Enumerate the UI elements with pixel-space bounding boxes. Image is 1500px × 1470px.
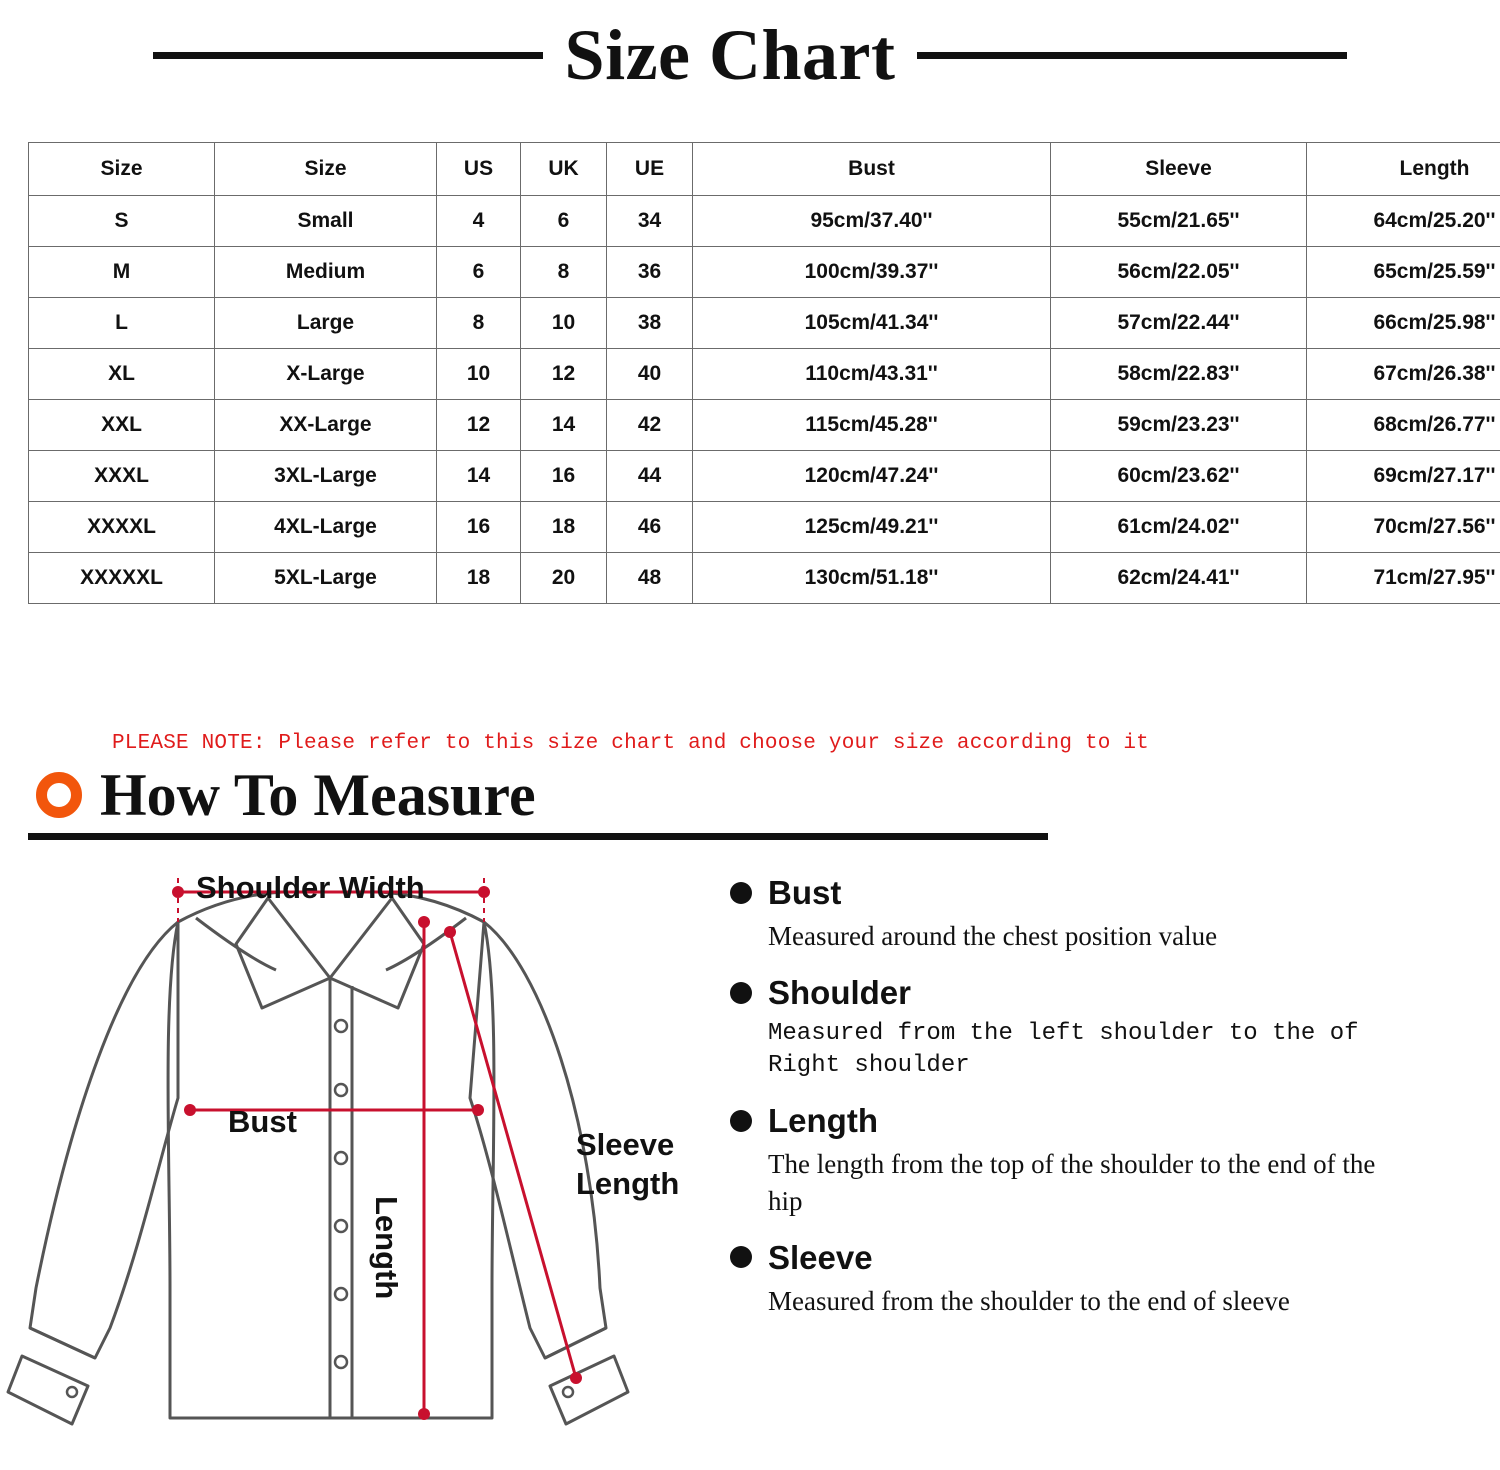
measure-section — [0, 858, 1500, 1458]
cell-size-code: XXL — [29, 400, 215, 451]
dot-bullet-icon — [730, 1246, 752, 1268]
cell-length: 64cm/25.20'' — [1307, 196, 1500, 247]
cell-ue: 46 — [607, 502, 693, 553]
column-header: Bust — [693, 143, 1051, 196]
cell-length: 68cm/26.77'' — [1307, 400, 1500, 451]
cell-ue: 34 — [607, 196, 693, 247]
dot-bullet-icon — [730, 1110, 752, 1132]
cell-sleeve: 59cm/23.23'' — [1051, 400, 1307, 451]
cell-uk: 12 — [521, 349, 607, 400]
cell-bust: 105cm/41.34'' — [693, 298, 1051, 349]
column-header: UE — [607, 143, 693, 196]
cell-us: 10 — [437, 349, 521, 400]
definition-term: Shoulder — [768, 974, 912, 1012]
column-header: Sleeve — [1051, 143, 1307, 196]
cell-uk: 14 — [521, 400, 607, 451]
sleeve-length-label-line1: Sleeve — [576, 1127, 675, 1162]
cell-sleeve: 60cm/23.62'' — [1051, 451, 1307, 502]
cell-bust: 115cm/45.28'' — [693, 400, 1051, 451]
cell-size-name: Medium — [215, 247, 437, 298]
cell-bust: 120cm/47.24'' — [693, 451, 1051, 502]
cell-length: 69cm/27.17'' — [1307, 451, 1500, 502]
cell-size-code: S — [29, 196, 215, 247]
title-rule-right — [917, 52, 1347, 59]
definition-length — [730, 1104, 1460, 1218]
cell-ue: 48 — [607, 553, 693, 604]
cell-size-name: X-Large — [215, 349, 437, 400]
cell-us: 18 — [437, 553, 521, 604]
column-header: Length — [1307, 143, 1500, 196]
title-rule-left — [153, 52, 543, 59]
measurement-definitions — [730, 858, 1500, 1458]
cell-us: 6 — [437, 247, 521, 298]
definition-text: Measured around the chest position value — [768, 921, 1218, 951]
definition-bust — [730, 876, 1460, 954]
cell-uk: 10 — [521, 298, 607, 349]
cell-length: 70cm/27.56'' — [1307, 502, 1500, 553]
cell-ue: 40 — [607, 349, 693, 400]
cell-uk: 6 — [521, 196, 607, 247]
cell-size-name: XX-Large — [215, 400, 437, 451]
size-table — [28, 142, 1500, 604]
cell-bust: 125cm/49.21'' — [693, 502, 1051, 553]
cell-bust: 95cm/37.40'' — [693, 196, 1051, 247]
definition-text: Measured from the shoulder to the end of sleeve — [768, 1285, 1290, 1316]
cell-uk: 18 — [521, 502, 607, 553]
column-header: Size — [215, 143, 437, 196]
cell-length: 71cm/27.95'' — [1307, 553, 1500, 604]
cell-bust: 100cm/39.37'' — [693, 247, 1051, 298]
dot-bullet-icon — [730, 882, 752, 904]
definition-head — [730, 974, 1460, 1012]
cell-uk: 16 — [521, 451, 607, 502]
column-header: Size — [29, 143, 215, 196]
cell-us: 12 — [437, 400, 521, 451]
please-note-text: PLEASE NOTE: Please refer to this size chart and choose your size according to it — [112, 732, 1149, 755]
definition-head — [730, 1238, 1460, 1276]
cell-uk: 8 — [521, 247, 607, 298]
table-row — [29, 451, 1500, 502]
how-to-measure-rule — [28, 833, 1048, 840]
column-header: UK — [521, 143, 607, 196]
cell-size-code: XXXXL — [29, 502, 215, 553]
definition-head — [730, 1102, 1460, 1140]
cell-bust: 110cm/43.31'' — [693, 349, 1051, 400]
definition-term: Bust — [768, 874, 842, 911]
table-row — [29, 298, 1500, 349]
cell-bust: 130cm/51.18'' — [693, 553, 1051, 604]
definition-term: Sleeve — [768, 1238, 873, 1276]
cell-size-code: XXXXXL — [29, 553, 215, 604]
cell-ue: 44 — [607, 451, 693, 502]
sleeve-length-label-line2: Length — [576, 1165, 680, 1201]
cell-ue: 42 — [607, 400, 693, 451]
cell-sleeve: 58cm/22.83'' — [1051, 349, 1307, 400]
page-title: Size Chart — [564, 15, 896, 95]
cell-sleeve: 55cm/21.65'' — [1051, 196, 1307, 247]
cell-sleeve: 61cm/24.02'' — [1051, 502, 1307, 553]
table-row — [29, 247, 1500, 298]
cell-size-code: XL — [29, 349, 215, 400]
cell-size-name: 4XL-Large — [215, 502, 437, 553]
table-row — [29, 349, 1500, 400]
cell-us: 14 — [437, 451, 521, 502]
length-label: Length — [369, 1196, 404, 1300]
table-row — [29, 553, 1500, 604]
table-header-row — [29, 143, 1500, 196]
cell-ue: 36 — [607, 247, 693, 298]
table-row — [29, 196, 1500, 247]
definition-head — [730, 876, 1460, 909]
table-row — [29, 502, 1500, 553]
dot-bullet-icon — [730, 982, 752, 1004]
shoulder-width-label: Shoulder Width — [196, 870, 425, 905]
cell-size-code: XXXL — [29, 451, 215, 502]
definition-text: Measured from the left shoulder to the of Right shoulder — [768, 1020, 1359, 1080]
definition-text: The length from the top of the shoulder to the end of the hip — [768, 1149, 1376, 1216]
column-header: US — [437, 143, 521, 196]
cell-us: 8 — [437, 298, 521, 349]
cell-size-code: M — [29, 247, 215, 298]
size-table-container — [28, 142, 1496, 604]
cell-us: 16 — [437, 502, 521, 553]
cell-size-name: 5XL-Large — [215, 553, 437, 604]
cell-us: 4 — [437, 196, 521, 247]
sleeve-length-label — [576, 1126, 679, 1204]
how-to-measure-heading-row — [36, 762, 1500, 828]
cell-size-code: L — [29, 298, 215, 349]
definition-sleeve — [730, 1238, 1460, 1319]
cell-length: 67cm/26.38'' — [1307, 349, 1500, 400]
cell-size-name: 3XL-Large — [215, 451, 437, 502]
cell-sleeve: 57cm/22.44'' — [1051, 298, 1307, 349]
cell-sleeve: 56cm/22.05'' — [1051, 247, 1307, 298]
how-to-measure-title: How To Measure — [100, 762, 536, 828]
table-row — [29, 400, 1500, 451]
cell-uk: 20 — [521, 553, 607, 604]
cell-sleeve: 62cm/24.41'' — [1051, 553, 1307, 604]
page-title-row — [0, 0, 1500, 104]
bust-label: Bust — [228, 1104, 297, 1139]
ring-bullet-icon — [36, 772, 82, 818]
cell-length: 66cm/25.98'' — [1307, 298, 1500, 349]
cell-length: 65cm/25.59'' — [1307, 247, 1500, 298]
definition-shoulder — [730, 976, 1460, 1082]
cell-size-name: Large — [215, 298, 437, 349]
definition-term: Length — [768, 1102, 878, 1140]
cell-size-name: Small — [215, 196, 437, 247]
garment-diagram — [0, 858, 730, 1458]
cell-ue: 38 — [607, 298, 693, 349]
